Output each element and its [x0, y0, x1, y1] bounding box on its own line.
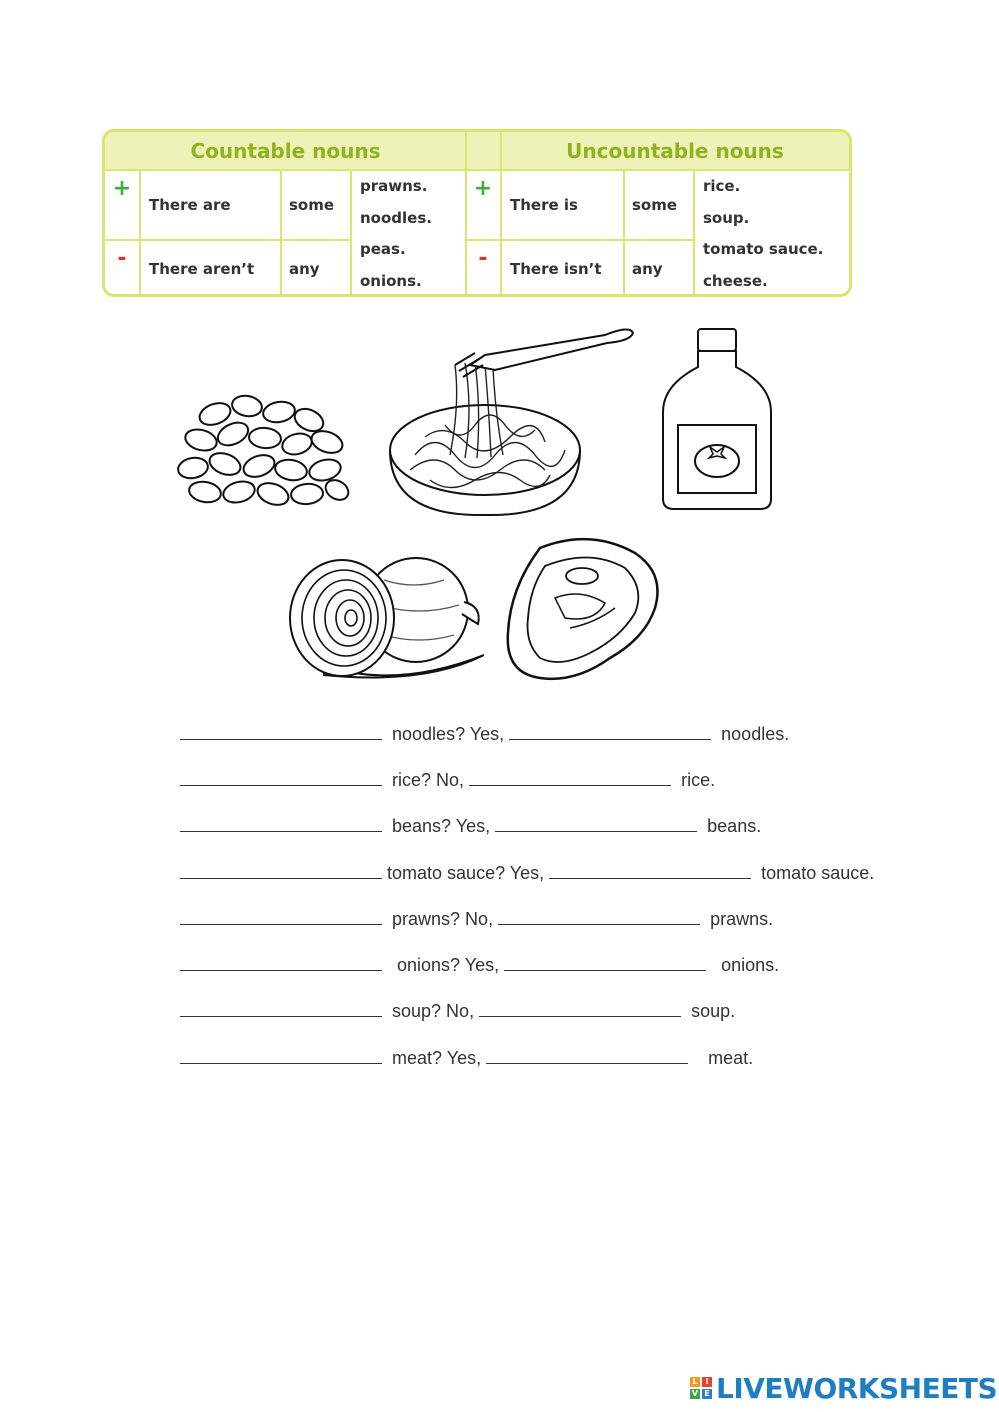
liveworksheets-logo[interactable] — [690, 1370, 997, 1406]
exercise-line: noodles? Yes, noodles. — [180, 722, 789, 746]
exercise-line: tomato sauce? Yes, tomato sauce. — [180, 861, 874, 885]
answer-blank[interactable] — [180, 723, 382, 740]
answer-blank[interactable] — [495, 815, 697, 832]
answer-blank[interactable] — [180, 954, 382, 971]
there-is-cell: There is — [510, 195, 578, 214]
answer-blank[interactable] — [498, 908, 700, 925]
there-isnt-cell: There isn’t — [510, 259, 602, 278]
there-arent-cell: There aren’t — [149, 259, 255, 278]
meat-image — [500, 528, 665, 688]
answer-blank[interactable] — [180, 1047, 382, 1064]
tomato-sauce-bottle-image — [660, 327, 775, 512]
answer-blank[interactable] — [479, 1000, 681, 1017]
there-are-cell: There are — [149, 195, 231, 214]
answer-blank[interactable] — [486, 1047, 688, 1064]
answer-blank[interactable] — [509, 723, 711, 740]
answer-blank[interactable] — [504, 954, 706, 971]
header-spacer — [466, 132, 501, 170]
countable-header: Countable nouns — [105, 132, 466, 170]
answer-blank[interactable] — [180, 769, 382, 786]
word: cheese. — [703, 272, 768, 291]
word: noodles. — [360, 208, 432, 227]
answer-blank[interactable] — [180, 815, 382, 832]
word: prawns. — [360, 176, 428, 195]
answer-blank[interactable] — [180, 1000, 382, 1017]
word: peas. — [360, 240, 406, 259]
spaghetti-image — [385, 325, 635, 517]
exercise-line: prawns? No, prawns. — [180, 907, 773, 931]
countable-words — [352, 170, 465, 297]
any-cell: any — [289, 259, 320, 278]
answer-blank[interactable] — [549, 862, 751, 879]
exercise-line: rice? No, rice. — [180, 768, 715, 792]
grammar-table — [102, 129, 852, 297]
word: onions. — [360, 272, 422, 291]
minus-sign: - — [117, 246, 127, 271]
exercise-line: soup? No, soup. — [180, 999, 735, 1023]
exercise-line: onions? Yes, onions. — [180, 953, 779, 977]
onions-image — [284, 530, 484, 690]
word: soup. — [703, 208, 750, 227]
answer-blank[interactable] — [469, 769, 671, 786]
plus-sign: + — [112, 176, 132, 201]
plus-sign: + — [473, 176, 493, 201]
minus-sign: - — [478, 246, 488, 271]
uncountable-words — [695, 170, 849, 297]
some-cell: some — [289, 195, 335, 214]
exercise-line: meat? Yes, meat. — [180, 1046, 753, 1070]
some-cell: some — [632, 195, 678, 214]
exercise-line: beans? Yes, beans. — [180, 814, 761, 838]
answer-blank[interactable] — [180, 908, 382, 925]
beans-image — [175, 392, 355, 512]
logo-text: LIVEWORKSHEETS — [716, 1371, 998, 1405]
any-cell: any — [632, 259, 663, 278]
word: rice. — [703, 176, 741, 195]
answer-blank[interactable] — [180, 862, 382, 879]
word: tomato sauce. — [703, 240, 824, 259]
uncountable-header: Uncountable nouns — [501, 132, 849, 170]
logo-blocks: L I V E — [690, 1377, 712, 1399]
